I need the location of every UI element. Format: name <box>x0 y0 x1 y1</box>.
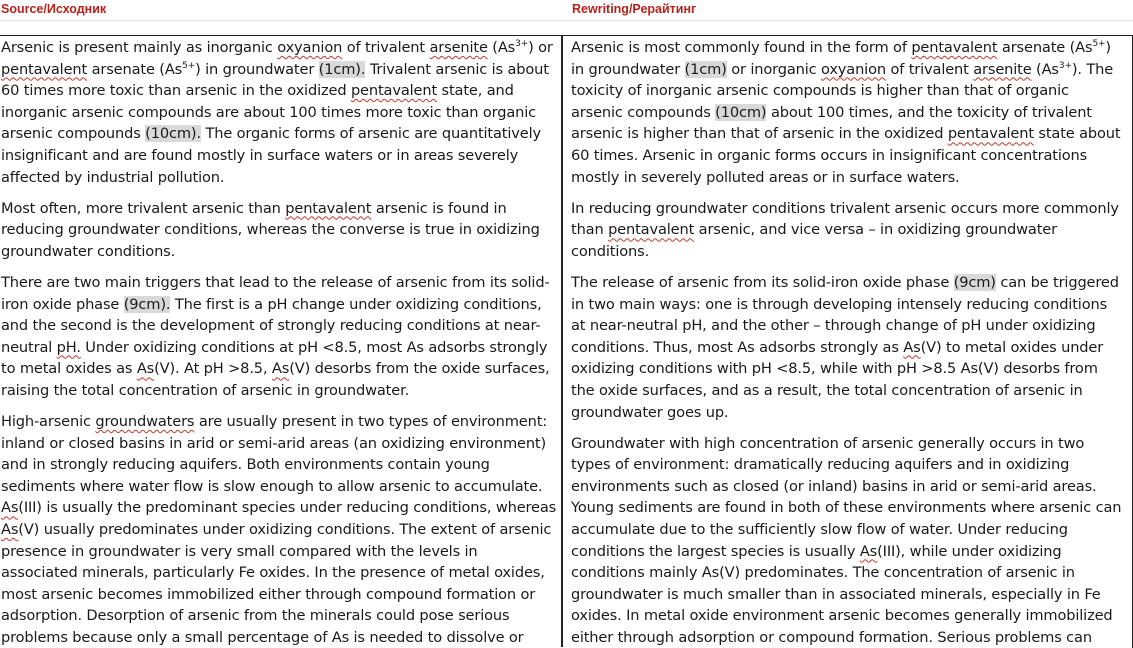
spelling-flag: pentavalent <box>911 39 998 56</box>
source-column-label: Source/Исходник <box>1 2 107 16</box>
text-run: 5+ <box>182 60 196 71</box>
spelling-flag: As <box>859 542 878 560</box>
text-run: Groundwater with high concentration of arsenic generally occurs in two types of environment: dramatically reducing aquifers and in oxidizing environments such as closed (or inland) basins in arid or semi-arid areas. Young sediments are found in both of these environments where arsenic can accumulate due to the sufficiently slow flow of water. Under reducing conditions the largest species is usually <box>571 434 1122 560</box>
highlighted-citation: (9cm) <box>953 273 996 291</box>
column-divider <box>561 35 563 647</box>
text-run: (V) usually predominates under oxidizing conditions. The extent of arsenic presence in groundwater is very small compared with the levels in associated minerals, particularly Fe oxides. In the presence of metal oxides, most arsenic becomes immobilized either through compound formation or adsorption. Desorption of arsenic from the minerals could pose serious problems because only a small percentage of As is needed to dissolve or <box>1 520 552 646</box>
text-run: or inorganic <box>726 60 821 78</box>
rewriting-paragraph-4[interactable] <box>571 433 1125 647</box>
highlighted-citation: (1cm). <box>318 60 366 78</box>
text-run: arsenate (As <box>87 60 183 78</box>
spelling-flag: pH. <box>56 338 81 356</box>
text-run: (As <box>487 39 516 56</box>
text-run: (III) is usually the predominant species under reducing conditions, whereas <box>18 499 557 517</box>
spelling-flag: As <box>1 520 19 538</box>
text-run: 3+ <box>515 39 529 50</box>
source-paragraph-2[interactable] <box>1 198 557 263</box>
spelling-flag: pentavalent <box>285 199 372 217</box>
source-paragraph-1[interactable] <box>1 37 557 188</box>
spelling-flag: oxyanion <box>820 60 886 78</box>
text-run: (V). At pH >8.5, <box>154 360 272 378</box>
text-run: The release of arsenic from its solid-iron oxide phase <box>571 273 954 291</box>
rewriting-paragraph-1[interactable] <box>571 37 1125 188</box>
text-run: Arsenic is present mainly as inorganic <box>1 39 278 56</box>
spelling-flag: arsenite <box>973 60 1032 78</box>
text-run: ) in groundwater <box>195 60 319 78</box>
text-run: Trivalent arsenic is about 60 times more toxic than arsenic in the oxidized <box>1 60 549 100</box>
source-paragraph-4[interactable] <box>1 411 557 647</box>
source-paragraph-3[interactable] <box>1 272 557 402</box>
text-run: of trivalent <box>342 39 430 56</box>
text-run: about 100 times, and the toxicity of trivalent arsenic is higher than that of arsenic in the oxidized <box>571 103 1092 143</box>
text-run: 5+ <box>1092 39 1106 50</box>
spelling-flag: As <box>136 360 155 378</box>
spelling-flag: groundwaters <box>95 413 195 430</box>
text-run: arsenate (As <box>997 39 1093 56</box>
text-run: can be triggered in two main ways: one is through developing intensely reducing conditions at near-neutral pH, and the other – through change of pH under oxidizing conditions. Thus, most As adsorbs strongly as <box>571 273 1119 356</box>
text-run: The first is a pH change under oxidizing conditions, and the second is the development of strongly reducing conditions at near-neutral <box>1 295 542 356</box>
text-run: arsenic, and vice versa – in oxidizing groundwater conditions. <box>571 221 1057 260</box>
text-run: are usually present in two types of environment: inland or closed basins in arid or semi-arid areas (an oxidizing environment) and in strongly reducing aquifers. Both environments contain young sediments where water flow is slow enough to allow arsenic to accumulate. <box>1 413 548 495</box>
spelling-flag: arsenite <box>429 39 488 56</box>
spelling-flag: pentavalent <box>1 60 88 78</box>
text-run: (As <box>1031 60 1059 78</box>
spelling-flag: pentavalent <box>947 125 1034 143</box>
spelling-flag: As <box>271 360 290 378</box>
text-run: The organic forms of arsenic are quantitatively insignificant and are found mostly in surface waters or in areas severely affected by industrial pollution. <box>1 125 541 186</box>
text-run: ) or <box>528 39 553 56</box>
text-run: of trivalent <box>885 60 974 78</box>
spelling-flag: As <box>903 338 921 356</box>
spelling-flag: pentavalent <box>608 221 695 239</box>
text-run: Under oxidizing conditions at pH <8.5, most As adsorbs strongly to metal oxides as <box>1 338 548 378</box>
text-run: There are two main triggers that lead to the release of arsenic from its solid-iron oxide phase <box>1 273 550 313</box>
rewriting-paragraph-2[interactable] <box>571 198 1125 263</box>
text-run: Arsenic is most commonly found in the form of <box>571 39 912 56</box>
text-run: 3+ <box>1058 60 1072 71</box>
text-run: High-arsenic <box>1 413 96 430</box>
highlighted-citation: (10cm). <box>145 125 201 143</box>
highlighted-citation: (1cm) <box>684 60 727 78</box>
rewriting-column <box>571 37 1125 647</box>
text-run: arsenic is found in reducing groundwater conditions, whereas the converse is true in oxidizing groundwater conditions. <box>1 199 540 260</box>
rewriting-column-label: Rewriting/Рерайтинг <box>572 2 697 16</box>
text-run: In reducing groundwater conditions trivalent arsenic occurs more commonly than <box>571 199 1119 239</box>
text-run: state, and inorganic arsenic compounds are about 100 times more toxic than organic arsenic compounds <box>1 82 537 143</box>
text-run: state about 60 times. Arsenic in organic forms occurs in insignificant concentrations mostly in severely polluted areas or in surface waters. <box>571 125 1121 186</box>
rewriting-paragraph-3[interactable] <box>571 272 1125 423</box>
spelling-flag: oxyanion <box>277 39 343 56</box>
text-run: (V) to metal oxides under oxidizing conditions with pH <8.5, while with pH >8.5 As(V) desorbs from the oxide surfaces, and as a result, the total concentration of arsenic in groundwater goes up. <box>571 338 1104 421</box>
highlighted-citation: (10cm) <box>715 103 767 121</box>
text-run: Most often, more trivalent arsenic than <box>1 199 286 217</box>
column-header-row <box>0 0 1133 21</box>
text-run: ) in groundwater <box>571 39 1111 78</box>
highlighted-citation: (9cm). <box>123 295 171 313</box>
text-run: (III), while under oxidizing conditions mainly As(V) predominates. The concentration of arsenic in groundwater is much smaller than in associated minerals, especially in Fe oxides. In metal oxide environment arsenic becomes generally immobilized either through adsorption or compound formation. Serious problems can <box>571 542 1113 646</box>
source-column <box>1 37 557 647</box>
text-run: ). The toxicity of inorganic arsenic compounds is higher than that of organic arsenic compounds <box>571 60 1114 121</box>
spelling-flag: pentavalent <box>350 82 438 100</box>
text-run: (V) desorbs from the oxide surfaces, raising the total concentration of arsenic in groundwater. <box>1 360 550 399</box>
spelling-flag: As <box>1 499 19 517</box>
